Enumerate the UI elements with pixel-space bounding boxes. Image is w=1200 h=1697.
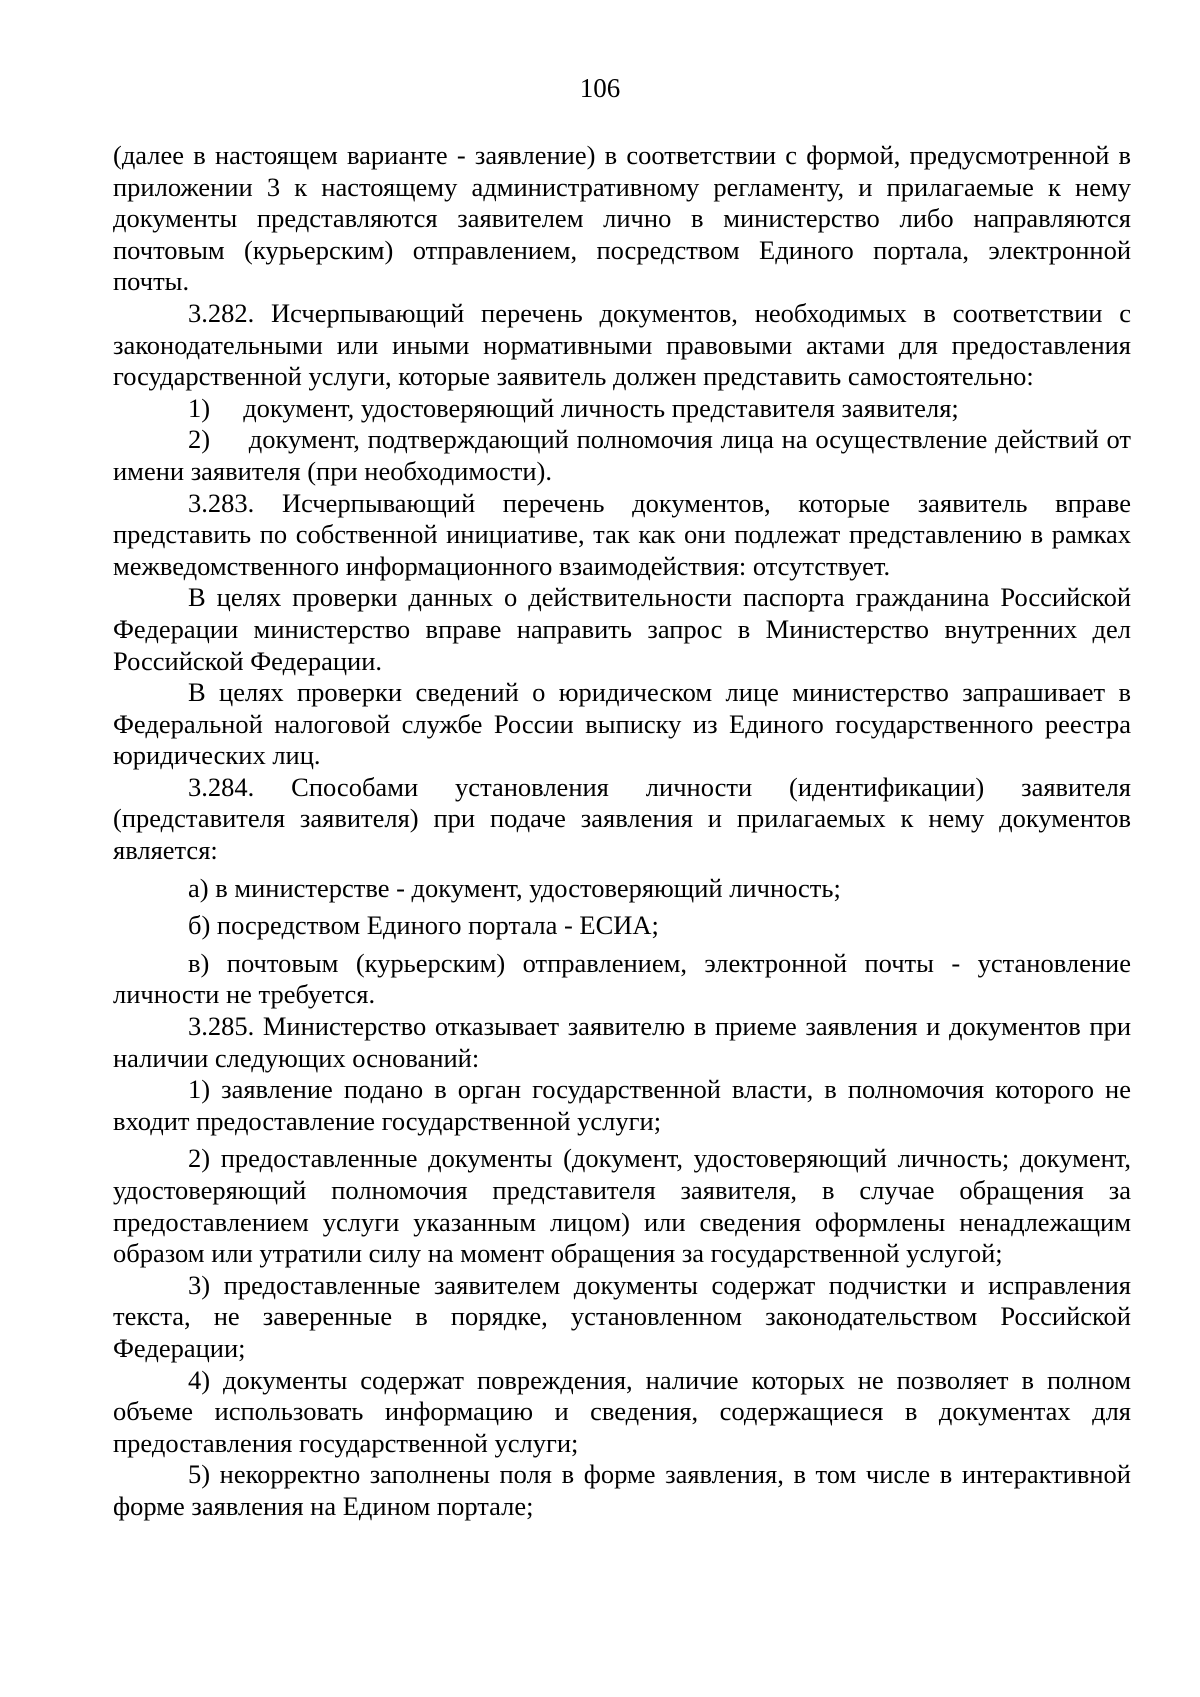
paragraph-3-283: 3.283. Исчерпывающий перечень документов, которые заявитель вправе представить по собственной инициативе, так как они подлежат представлению в рамках межведомственного информационного взаимодействия: отсутствует. — [113, 487, 1131, 581]
paragraph-passport-check: В целях проверки данных о действительности паспорта гражданина Российской Федерации министерство вправе направить запрос в Министерство внутренних дел Российской Федерации. — [113, 582, 1131, 676]
list-item-2: 2) документ, подтверждающий полномочия лица на осуществление действий от имени заявителя (при необходимости). — [113, 424, 1131, 486]
page-number: 106 — [579, 73, 621, 103]
paragraph-continuation: (далее в настоящем варианте - заявление) в соответствии с формой, предусмотренной в приложении 3 к настоящему административному регламенту, и прилагаемые к нему документы представляются заявителем лично в министерство либо направляются почтовым (курьерским) отправлением, посредством Единого портала, электронной почты. — [113, 140, 1131, 297]
refusal-ground-1: 1) заявление подано в орган государственной власти, в полномочия которого не входит предоставление государственной услуги; — [113, 1074, 1131, 1136]
refusal-ground-5: 5) некорректно заполнены поля в форме заявления, в том числе в интерактивной форме заявления на Едином портале; — [113, 1459, 1131, 1521]
paragraph-3-284: 3.284. Способами установления личности (идентификации) заявителя (представителя заявителя) при подаче заявления и прилагаемых к нему документов является: — [113, 771, 1131, 866]
refusal-ground-3: 3) предоставленные заявителем документы содержат подчистки и исправления текста, не заверенные в порядке, установленном законодательством Российской Федерации; — [113, 1269, 1131, 1363]
list-item-c: в) почтовым (курьерским) отправлением, электронной почты - установление личности не требуется. — [113, 947, 1131, 1010]
list-item-1: 1) документ, удостоверяющий личность представителя заявителя; — [188, 392, 959, 423]
paragraph-3-282: 3.282. Исчерпывающий перечень документов, необходимых в соответствии с законодательными или иными нормативными правовыми актами для предоставления государственной услуги, которые заявитель должен представить самостоятельно: — [113, 297, 1131, 392]
document-body — [113, 140, 1131, 1523]
refusal-ground-4: 4) документы содержат повреждения, наличие которых не позволяет в полном объеме использовать информацию и сведения, содержащиеся в документах для предоставления государственной услуги; — [113, 1364, 1131, 1458]
paragraph-legal-entity-check: В целях проверки сведений о юридическом лице министерство запрашивает в Федеральной налоговой службе России выписку из Единого государственного реестра юридических лиц. — [113, 677, 1131, 771]
paragraph-3-285: 3.285. Министерство отказывает заявителю в приеме заявления и документов при наличии следующих оснований: — [113, 1011, 1131, 1073]
list-item-a: а) в министерстве - документ, удостоверяющий личность; — [188, 872, 841, 903]
refusal-ground-2: 2) предоставленные документы (документ, удостоверяющий личность; документ, удостоверяющий полномочия представителя заявителя, в случае обращения за предоставлением услуги указанным лицом) или сведения оформлены ненадлежащим образом или утратили силу на момент обращения за государственной услугой; — [113, 1143, 1131, 1269]
list-item-b: б) посредством Единого портала - ЕСИА; — [188, 910, 659, 941]
